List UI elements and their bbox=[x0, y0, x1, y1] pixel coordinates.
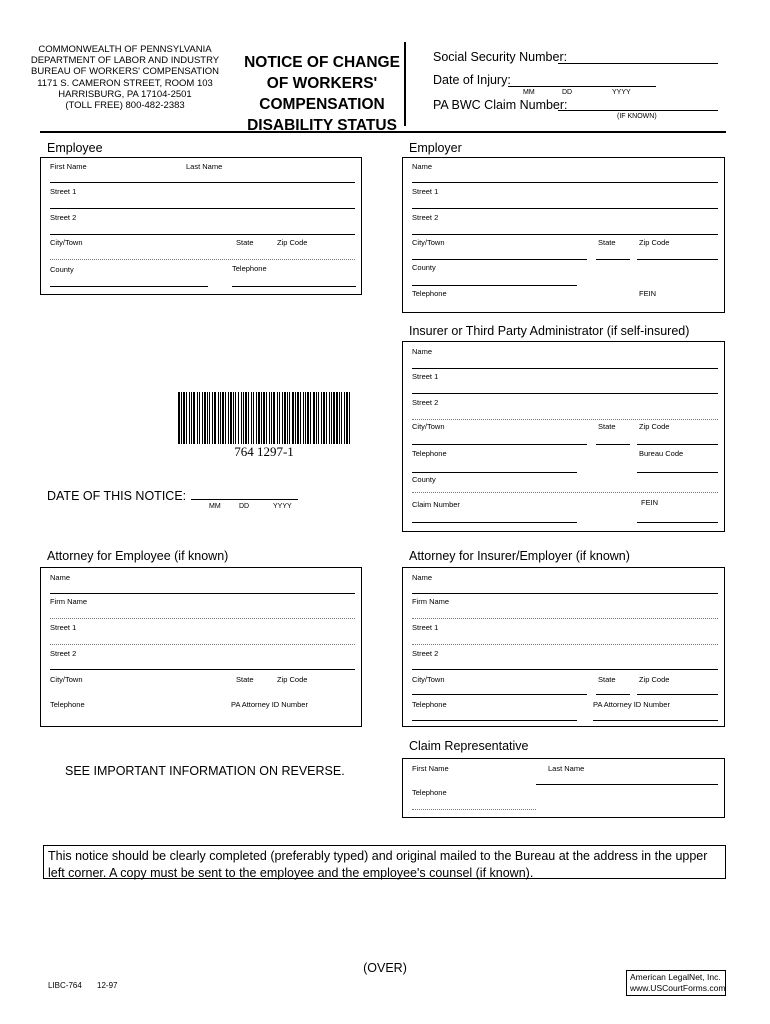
name-label: Name bbox=[50, 573, 71, 582]
zip-label: Zip Code bbox=[639, 238, 670, 247]
att-ins-zip-field[interactable] bbox=[637, 694, 718, 695]
instruction-box: This notice should be clearly completed (preferably typed) and original mailed to the Bureau at the address in the upper left corner. A copy must be sent to the employee and the employee's counsel (if known). bbox=[43, 845, 726, 879]
barcode-bar bbox=[189, 392, 190, 444]
insurer-telephone-field[interactable] bbox=[412, 472, 577, 473]
claim-rep-heading: Claim Representative bbox=[409, 739, 529, 753]
barcode-bar bbox=[339, 392, 340, 444]
insurer-name-field[interactable] bbox=[412, 368, 718, 369]
barcode-bar bbox=[202, 392, 203, 444]
important-note: SEE IMPORTANT INFORMATION ON REVERSE. bbox=[65, 764, 345, 778]
atty-id-label: PA Attorney ID Number bbox=[231, 700, 308, 709]
telephone-label: Telephone bbox=[232, 264, 267, 273]
attorney-insurer-heading: Attorney for Insurer/Employer (if known) bbox=[409, 549, 630, 563]
firm-name-label: Firm Name bbox=[412, 597, 450, 606]
attorney-employee-box bbox=[40, 567, 362, 727]
county-label: County bbox=[412, 475, 436, 484]
form-title bbox=[236, 52, 408, 136]
insurer-street1-field[interactable] bbox=[412, 393, 718, 394]
last-name-label: Last Name bbox=[186, 162, 223, 171]
att-ins-city-field[interactable] bbox=[412, 694, 587, 695]
barcode-number: 764 1297-1 bbox=[234, 444, 294, 459]
insurer-state-field[interactable] bbox=[596, 444, 630, 445]
employee-street2-field[interactable] bbox=[50, 234, 355, 235]
insurer-city-field[interactable] bbox=[412, 444, 587, 445]
insurer-zip-field[interactable] bbox=[637, 444, 718, 445]
mm-hint: MM bbox=[209, 503, 221, 510]
barcode-bar bbox=[251, 392, 252, 444]
date-notice-field[interactable] bbox=[191, 499, 298, 500]
employee-county-field[interactable] bbox=[50, 286, 208, 287]
att-ins-telephone-field[interactable] bbox=[412, 720, 577, 721]
dd-hint: DD bbox=[562, 89, 573, 96]
barcode-bar bbox=[313, 392, 315, 444]
barcode-bar bbox=[346, 392, 348, 444]
barcode-bar bbox=[212, 392, 213, 444]
insurer-claim-number-field[interactable] bbox=[412, 522, 577, 523]
street2-label: Street 2 bbox=[412, 213, 439, 222]
publisher-name: American LegalNet, Inc. bbox=[630, 972, 721, 982]
employee-heading: Employee bbox=[47, 141, 103, 155]
barcode-bar bbox=[316, 392, 317, 444]
barcode-bar bbox=[349, 392, 350, 444]
city-label: City/Town bbox=[412, 675, 445, 684]
barcode-bar bbox=[303, 392, 304, 444]
street1-label: Street 1 bbox=[412, 187, 439, 196]
employee-box bbox=[40, 157, 362, 295]
employee-city-field[interactable] bbox=[50, 259, 355, 260]
barcode-bar bbox=[186, 392, 187, 444]
agency-line: DEPARTMENT OF LABOR AND INDUSTRY bbox=[30, 55, 220, 67]
street1-label: Street 1 bbox=[412, 623, 439, 632]
claim-rep-name-field[interactable] bbox=[536, 784, 718, 785]
barcode-bar bbox=[181, 392, 182, 444]
city-label: City/Town bbox=[50, 675, 83, 684]
street2-label: Street 2 bbox=[50, 213, 77, 222]
injury-date-label: Date of Injury: bbox=[433, 73, 511, 87]
barcode-bar bbox=[331, 392, 332, 444]
name-label: Name bbox=[412, 573, 433, 582]
ssn-label: Social Security Number: bbox=[433, 50, 568, 64]
firm-name-label: Firm Name bbox=[50, 597, 88, 606]
barcode-bar bbox=[228, 392, 229, 444]
barcode-bar bbox=[230, 392, 232, 444]
barcode-bar bbox=[333, 392, 335, 444]
fein-label: FEIN bbox=[639, 289, 657, 298]
barcode-bar bbox=[326, 392, 327, 444]
barcode-bar bbox=[235, 392, 236, 444]
street1-label: Street 1 bbox=[50, 623, 77, 632]
att-emp-street2-field[interactable] bbox=[50, 669, 355, 670]
form-date: 12-97 bbox=[97, 981, 118, 990]
barcode-bar bbox=[241, 392, 242, 444]
barcode-bar bbox=[341, 392, 342, 444]
city-label: City/Town bbox=[412, 422, 445, 431]
barcode-bar bbox=[248, 392, 249, 444]
barcode-bar bbox=[277, 392, 278, 444]
barcode-bar bbox=[292, 392, 294, 444]
publisher-url[interactable]: www.USCourtForms.com bbox=[630, 983, 726, 993]
agency-line: (TOLL FREE) 800-482-2383 bbox=[65, 100, 185, 112]
barcode-bar bbox=[193, 392, 195, 444]
state-label: State bbox=[236, 238, 254, 247]
claim-rep-box bbox=[402, 758, 725, 818]
barcode-bar bbox=[261, 392, 262, 444]
form-id: LIBC-764 bbox=[48, 981, 82, 990]
yyyy-hint: YYYY bbox=[273, 503, 292, 510]
first-name-label: First Name bbox=[412, 764, 449, 773]
barcode-bar bbox=[329, 392, 330, 444]
claim-number-field[interactable] bbox=[558, 110, 718, 111]
employee-street1-field[interactable] bbox=[50, 208, 355, 209]
barcode-bar bbox=[323, 392, 325, 444]
barcode-bar bbox=[318, 392, 319, 444]
attorney-insurer-box bbox=[402, 567, 725, 727]
claim-number-label: Claim Number bbox=[412, 500, 460, 509]
barcode-bar bbox=[178, 392, 180, 444]
barcode-bar bbox=[245, 392, 247, 444]
agency-address bbox=[30, 44, 220, 111]
att-ins-name-field[interactable] bbox=[412, 593, 718, 594]
barcode-bar bbox=[307, 392, 309, 444]
atty-id-label: PA Attorney ID Number bbox=[593, 700, 670, 709]
barcode-bar bbox=[238, 392, 239, 444]
city-label: City/Town bbox=[50, 238, 83, 247]
employer-zip-field[interactable] bbox=[637, 259, 718, 260]
barcode-bar bbox=[297, 392, 299, 444]
header-rule bbox=[40, 131, 726, 133]
title-line: NOTICE OF CHANGE bbox=[244, 54, 400, 71]
employee-telephone-field[interactable] bbox=[232, 286, 356, 287]
zip-label: Zip Code bbox=[277, 238, 308, 247]
street2-label: Street 2 bbox=[412, 649, 439, 658]
fein-label: FEIN bbox=[641, 498, 659, 507]
barcode-bar bbox=[263, 392, 265, 444]
last-name-label: Last Name bbox=[548, 764, 585, 773]
telephone-label: Telephone bbox=[50, 700, 85, 709]
barcode-bar bbox=[305, 392, 306, 444]
telephone-label: Telephone bbox=[412, 289, 447, 298]
insurer-fein-field[interactable] bbox=[637, 522, 718, 523]
employee-name-field[interactable] bbox=[50, 182, 355, 183]
zip-label: Zip Code bbox=[277, 675, 308, 684]
header-divider bbox=[404, 42, 406, 126]
barcode-bar bbox=[253, 392, 254, 444]
barcode-bar bbox=[214, 392, 216, 444]
claim-number-label: PA BWC Claim Number: bbox=[433, 98, 568, 112]
barcode-bar bbox=[225, 392, 226, 444]
zip-label: Zip Code bbox=[639, 675, 670, 684]
agency-line: COMMONWEALTH OF PENNSYLVANIA bbox=[38, 44, 212, 55]
barcode-bar bbox=[243, 392, 244, 444]
barcode-bar bbox=[199, 392, 200, 444]
employer-county-field[interactable] bbox=[412, 285, 577, 286]
employer-street2-field[interactable] bbox=[412, 234, 718, 235]
att-ins-state-field[interactable] bbox=[596, 694, 630, 695]
barcode-bar bbox=[209, 392, 210, 444]
publisher-box bbox=[626, 970, 726, 996]
barcode-bar bbox=[197, 392, 198, 444]
barcode-bar bbox=[344, 392, 345, 444]
att-emp-name-field[interactable] bbox=[50, 593, 355, 594]
att-ins-id-field[interactable] bbox=[593, 720, 718, 721]
telephone-label: Telephone bbox=[412, 788, 447, 797]
street2-label: Street 2 bbox=[50, 649, 77, 658]
barcode-bar bbox=[258, 392, 260, 444]
att-ins-street2-field[interactable] bbox=[412, 669, 718, 670]
barcode-bar bbox=[256, 392, 257, 444]
att-ins-firm-field[interactable] bbox=[412, 618, 718, 619]
barcode-bar bbox=[269, 392, 270, 444]
agency-line: 1171 S. CAMERON STREET, ROOM 103 bbox=[37, 77, 213, 89]
barcode-bar bbox=[295, 392, 296, 444]
employer-city-field[interactable] bbox=[412, 259, 587, 260]
county-label: County bbox=[412, 263, 436, 272]
street1-label: Street 1 bbox=[412, 372, 439, 381]
state-label: State bbox=[598, 238, 616, 247]
barcode-bar bbox=[266, 392, 267, 444]
date-notice-label: DATE OF THIS NOTICE: bbox=[47, 489, 187, 503]
first-name-label: First Name bbox=[50, 162, 87, 171]
employer-name-field[interactable] bbox=[412, 182, 718, 183]
barcode-bar bbox=[284, 392, 286, 444]
street2-label: Street 2 bbox=[412, 398, 439, 407]
street1-label: Street 1 bbox=[50, 187, 77, 196]
state-label: State bbox=[598, 675, 616, 684]
over-label: (OVER) bbox=[363, 961, 407, 975]
mm-hint: MM bbox=[523, 89, 535, 96]
att-emp-street1-field[interactable] bbox=[50, 644, 355, 645]
dd-hint: DD bbox=[239, 503, 250, 510]
barcode-bar bbox=[287, 392, 288, 444]
agency-line: HARRISBURG, PA 17104-2501 bbox=[58, 88, 192, 100]
barcode-bar bbox=[310, 392, 311, 444]
attorney-employee-heading: Attorney for Employee (if known) bbox=[47, 549, 229, 563]
claim-rep-telephone-field[interactable] bbox=[412, 809, 536, 810]
yyyy-hint: YYYY bbox=[612, 89, 631, 96]
telephone-label: Telephone bbox=[412, 449, 447, 458]
county-label: County bbox=[50, 265, 74, 274]
title-line: DISABILITY STATUS bbox=[247, 117, 397, 134]
if-known-note: (IF KNOWN) bbox=[617, 113, 657, 120]
barcode-bar bbox=[282, 392, 283, 444]
att-emp-firm-field[interactable] bbox=[50, 618, 355, 619]
injury-date-field[interactable] bbox=[508, 86, 656, 87]
title-line: OF WORKERS' bbox=[266, 75, 378, 92]
barcode-bar bbox=[207, 392, 208, 444]
insurer-street2-field[interactable] bbox=[412, 419, 718, 420]
zip-label: Zip Code bbox=[639, 422, 670, 431]
employer-state-field[interactable] bbox=[596, 259, 630, 260]
telephone-label: Telephone bbox=[412, 700, 447, 709]
employer-heading: Employer bbox=[409, 141, 462, 155]
city-label: City/Town bbox=[412, 238, 445, 247]
barcode-bar bbox=[279, 392, 280, 444]
barcode-bar bbox=[273, 392, 275, 444]
insurer-bureau-code-field[interactable] bbox=[637, 472, 718, 473]
insurer-county-field[interactable] bbox=[412, 492, 718, 493]
name-label: Name bbox=[412, 347, 433, 356]
name-label: Name bbox=[412, 162, 433, 171]
ssn-field[interactable] bbox=[558, 63, 718, 64]
agency-line: BUREAU OF WORKERS' COMPENSATION bbox=[31, 66, 219, 78]
employer-street1-field[interactable] bbox=[412, 208, 718, 209]
barcode-bar bbox=[191, 392, 192, 444]
barcode-bar bbox=[183, 392, 185, 444]
barcode-bar bbox=[233, 392, 234, 444]
att-ins-street1-field[interactable] bbox=[412, 644, 718, 645]
state-label: State bbox=[598, 422, 616, 431]
barcode-bar bbox=[336, 392, 338, 444]
barcode-bar bbox=[321, 392, 322, 444]
barcode-bar bbox=[204, 392, 206, 444]
barcode bbox=[178, 392, 350, 444]
insurer-box bbox=[402, 341, 725, 532]
barcode-bar bbox=[271, 392, 272, 444]
barcode-bar bbox=[289, 392, 290, 444]
barcode-bar bbox=[300, 392, 301, 444]
bureau-code-label: Bureau Code bbox=[639, 449, 684, 458]
insurer-heading: Insurer or Third Party Administrator (if self-insured) bbox=[409, 324, 690, 338]
barcode-bar bbox=[220, 392, 221, 444]
barcode-bar bbox=[218, 392, 219, 444]
state-label: State bbox=[236, 675, 254, 684]
employer-box bbox=[402, 157, 725, 313]
title-line: COMPENSATION bbox=[259, 96, 385, 113]
barcode-bar bbox=[222, 392, 224, 444]
